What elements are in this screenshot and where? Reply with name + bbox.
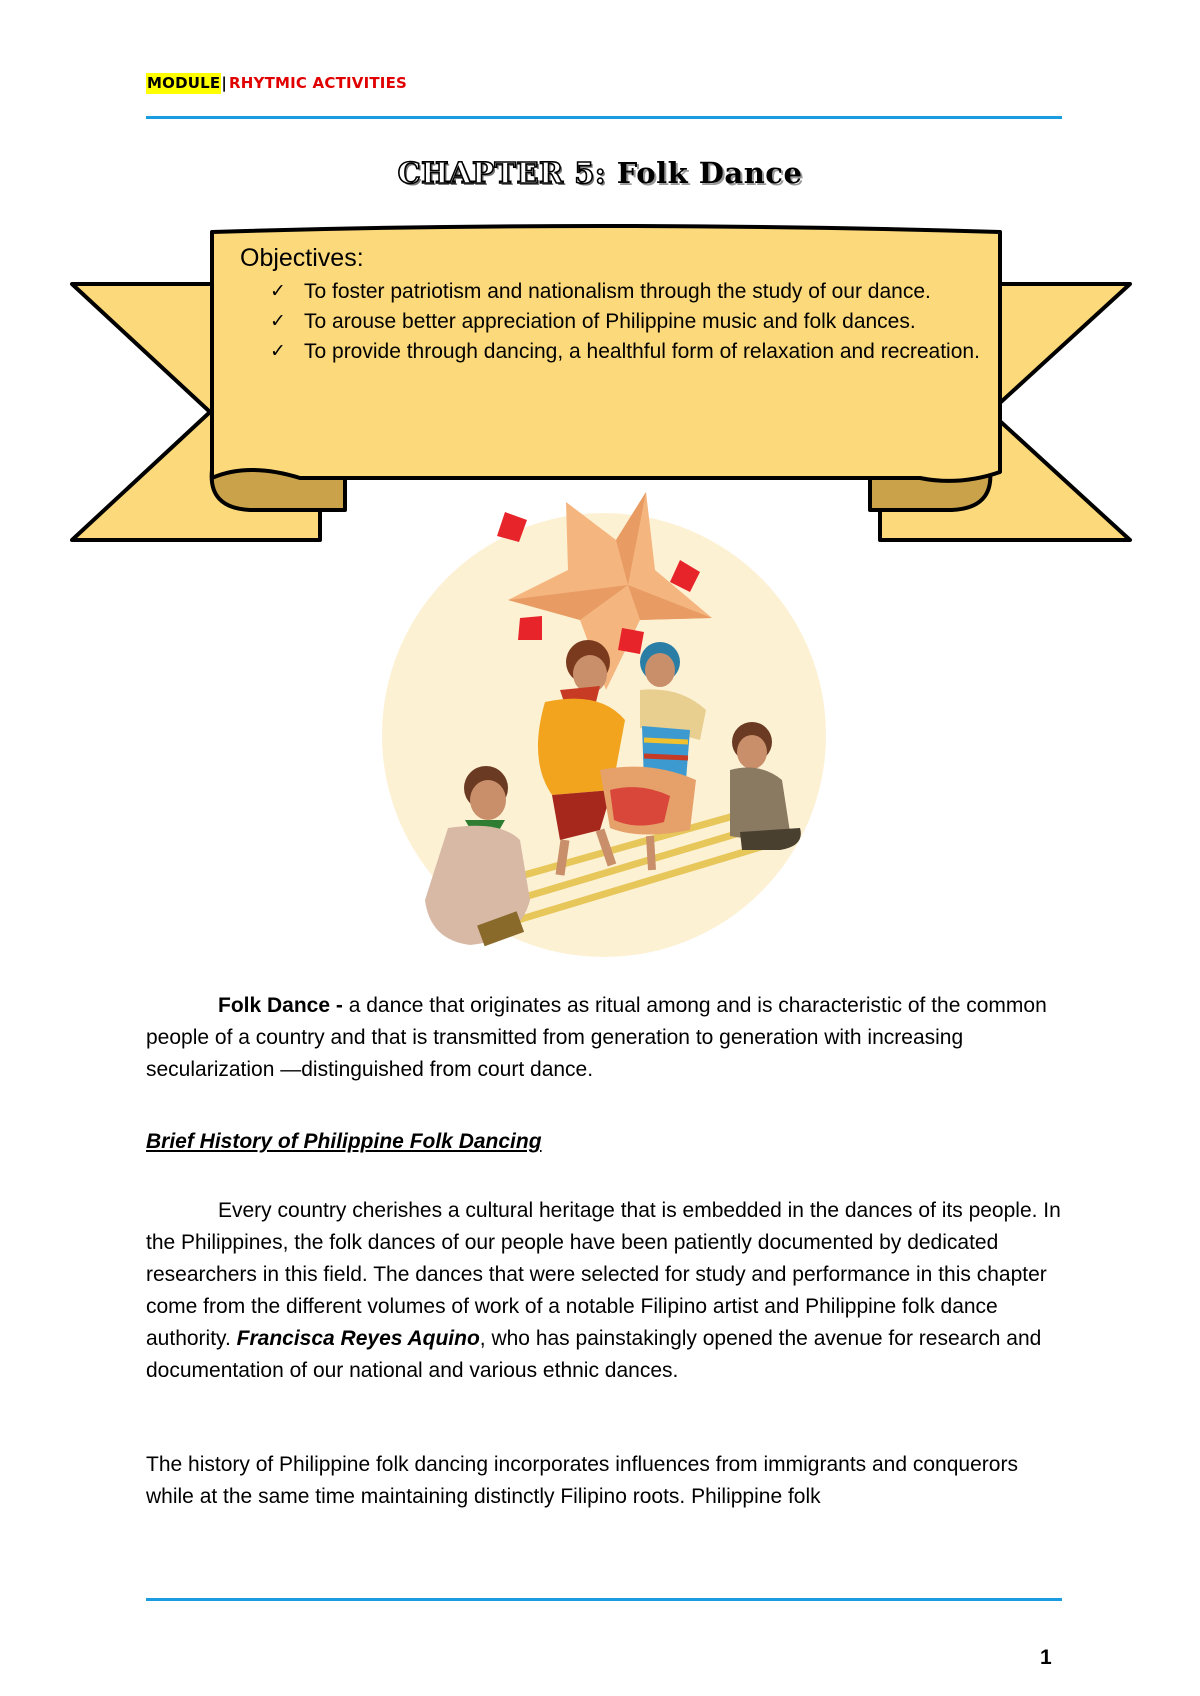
definition-paragraph xyxy=(146,990,1062,1086)
history-paragraph-2: The history of Philippine folk dancing incorporates influences from immigrants and conquerors while at the same time maintaining distinctly Filipino roots. Philippine folk xyxy=(146,1453,1018,1508)
objective-text: To provide through dancing, a healthful form of relaxation and recreation. xyxy=(304,340,980,363)
objectives-heading: Objectives: xyxy=(240,244,364,272)
history-text-1b: , who has painstakingly opened the avenue for research and documentation of our national and various ethnic dances. xyxy=(146,1327,1042,1382)
author-name: Francisca Reyes Aquino xyxy=(236,1327,480,1350)
footer-rule xyxy=(146,1598,1062,1601)
history-heading: Brief History of Philippine Folk Dancing xyxy=(146,1130,542,1153)
definition-term: Folk Dance - xyxy=(218,994,343,1017)
objective-text: To foster patriotism and nationalism through the study of our dance. xyxy=(304,280,931,303)
chapter-topic: Folk Dance xyxy=(606,156,803,190)
module-subject: RHYTMIC ACTIVITIES xyxy=(229,74,408,92)
definition-text: a dance that originates as ritual among and is characteristic of the common people of a country and that is transmitted from generation to generation with increasing secularization —distinguished from court dance. xyxy=(146,994,1047,1081)
chapter-number: CHAPTER 5: xyxy=(397,156,607,190)
checkmark-icon: ✓ xyxy=(270,340,286,362)
module-label: MODULE xyxy=(147,74,221,92)
history-paragraph-1 xyxy=(146,1195,1062,1387)
page-number: 1 xyxy=(1040,1646,1052,1669)
header-separator: | xyxy=(221,74,228,92)
checkmark-icon: ✓ xyxy=(270,310,286,332)
objective-text: To arouse better appreciation of Philippine music and folk dances. xyxy=(304,310,916,333)
history-text-1a: Every country cherishes a cultural heritage that is embedded in the dances of its people. In the Philippines, the folk dances of our people have been patiently documented by dedicated researchers in this field. The dances that were selected for study and performance in this chapter come from the different volumes of work of a notable Filipino artist and Philippine folk dance authority. xyxy=(146,1199,1061,1350)
checkmark-icon: ✓ xyxy=(270,280,286,302)
